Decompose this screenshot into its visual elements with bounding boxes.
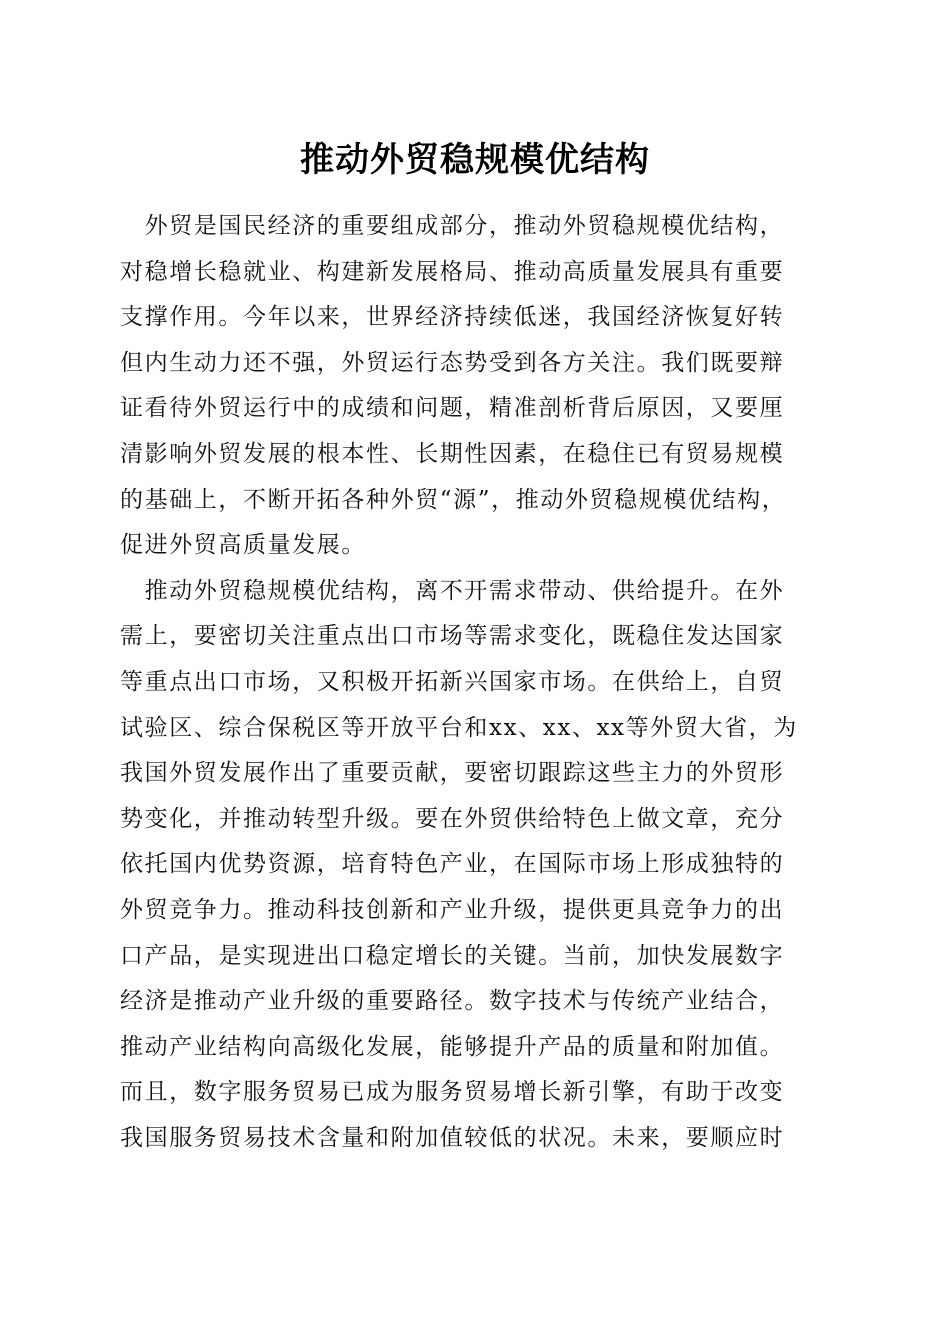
- body-line: 口产品，是实现进出口稳定增长的关键。当前，加快发展数字: [120, 942, 785, 969]
- body-line: 清影响外贸发展的根本性、长期性因素，在稳住已有贸易规模: [120, 440, 785, 467]
- body-line: 但内生动力还不强，外贸运行态势受到各方关注。我们既要辩: [120, 349, 785, 376]
- body-line: 经济是推动产业升级的重要路径。数字技术与传统产业结合，: [120, 988, 785, 1015]
- body-line: 我国服务贸易技术含量和附加值较低的状况。未来，要顺应时: [120, 1124, 785, 1151]
- body-line: 推动外贸稳规模优结构，离不开需求带动、供给提升。在外: [120, 577, 785, 604]
- body-line: 推动产业结构向高级化发展，能够提升产品的质量和附加值。: [120, 1033, 785, 1060]
- document-title: 推动外贸稳规模优结构: [300, 140, 650, 180]
- body-line: 等重点出口市场，又积极开拓新兴国家市场。在供给上，自贸: [120, 668, 785, 695]
- body-line: 需上，要密切关注重点出口市场等需求变化，既稳住发达国家: [120, 623, 785, 650]
- body-line: 依托国内优势资源，培育特色产业，在国际市场上形成独特的: [120, 851, 785, 878]
- body-line: 支撑作用。今年以来，世界经济持续低迷，我国经济恢复好转: [120, 304, 785, 331]
- body-line: 外贸是国民经济的重要组成部分，推动外贸稳规模优结构，: [120, 213, 785, 239]
- document-body: [120, 204, 835, 1161]
- body-line: 对稳增长稳就业、构建新发展格局、推动高质量发展具有重要: [120, 258, 785, 285]
- body-line: 的基础上，不断开拓各种外贸“源”，推动外贸稳规模优结构，: [120, 486, 787, 513]
- body-line: 我国外贸发展作出了重要贡献，要密切跟踪这些主力的外贸形: [120, 760, 785, 787]
- body-line: 促进外贸高质量发展。: [120, 532, 366, 559]
- body-line: 外贸竞争力。推动科技创新和产业升级，提供更具竞争力的出: [120, 896, 785, 923]
- body-line: 试验区、综合保税区等开放平台和xx、xx、xx等外贸大省，为: [120, 714, 798, 741]
- body-line: 而且，数字服务贸易已成为服务贸易增长新引擎，有助于改变: [120, 1079, 785, 1106]
- body-line: 证看待外贸运行中的成绩和问题，精准剖析背后原因，又要厘: [120, 395, 785, 422]
- body-line: 势变化，并推动转型升级。要在外贸供给特色上做文章，充分: [120, 805, 785, 832]
